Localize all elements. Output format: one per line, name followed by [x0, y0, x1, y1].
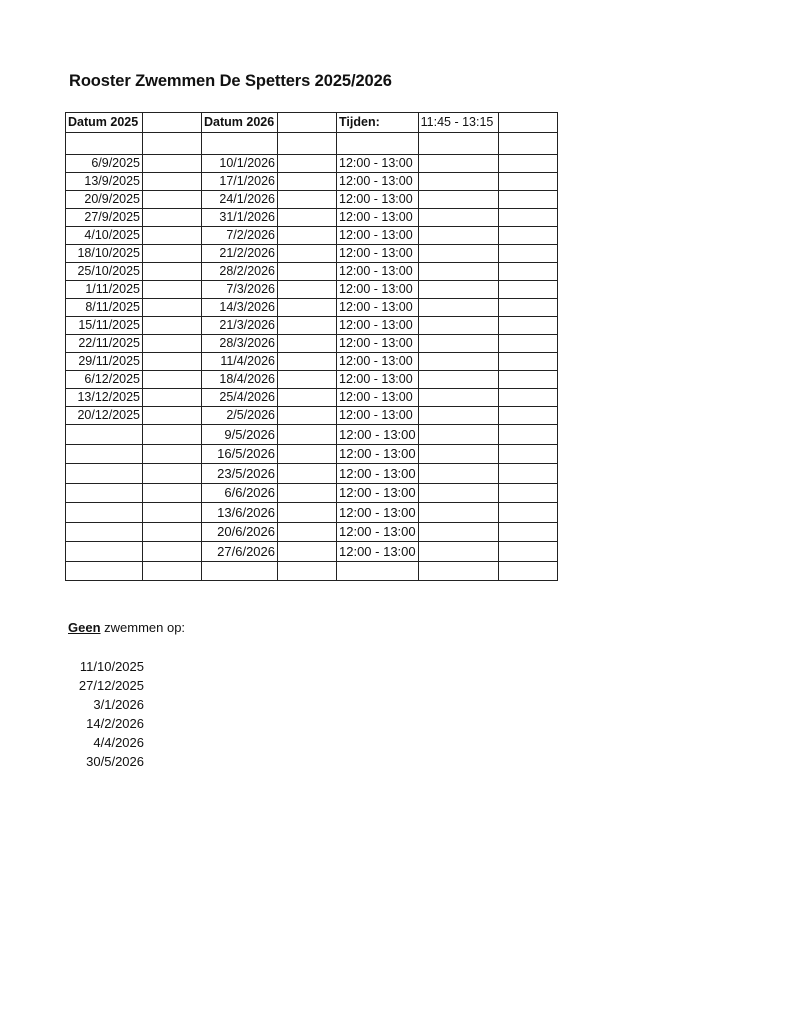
no-swim-date: 27/12/2025: [78, 678, 144, 693]
date-2025-cell: 29/11/2025: [66, 353, 143, 371]
empty-cell: [278, 425, 337, 445]
empty-cell: [498, 209, 557, 227]
time-cell: 12:00 - 13:00: [337, 155, 419, 173]
date-2026-cell: 13/6/2026: [202, 503, 278, 523]
empty-cell: [498, 542, 557, 562]
empty-cell: [143, 173, 202, 191]
empty-cell: [278, 522, 337, 542]
date-2025-cell: [66, 444, 143, 464]
empty-cell: [278, 483, 337, 503]
date-2026-cell: 16/5/2026: [202, 444, 278, 464]
empty-cell: [418, 483, 498, 503]
date-2026-cell: 9/5/2026: [202, 425, 278, 445]
blank-row: [66, 561, 558, 581]
header-empty-cell: [278, 113, 337, 133]
no-swim-heading-rest: zwemmen op:: [100, 620, 186, 635]
date-2025-cell: 20/9/2025: [66, 191, 143, 209]
table-row: [66, 503, 558, 523]
date-2025-cell: [66, 503, 143, 523]
empty-cell: [143, 227, 202, 245]
header-empty-cell: [498, 113, 557, 133]
time-cell: 12:00 - 13:00: [337, 263, 419, 281]
empty-cell: [143, 407, 202, 425]
date-2026-cell: 21/2/2026: [202, 245, 278, 263]
empty-cell: [498, 389, 557, 407]
empty-cell: [278, 464, 337, 484]
empty-cell: [498, 503, 557, 523]
table-row: [66, 371, 558, 389]
empty-cell: [143, 483, 202, 503]
empty-cell: [418, 209, 498, 227]
date-2026-cell: 7/2/2026: [202, 227, 278, 245]
empty-cell: [498, 464, 557, 484]
empty-cell: [498, 483, 557, 503]
empty-cell: [278, 191, 337, 209]
empty-cell: [498, 263, 557, 281]
empty-cell: [418, 263, 498, 281]
empty-cell: [143, 155, 202, 173]
empty-cell: [498, 425, 557, 445]
date-2026-cell: 24/1/2026: [202, 191, 278, 209]
blank-row: [66, 133, 558, 155]
empty-cell: [498, 407, 557, 425]
empty-cell: [498, 335, 557, 353]
time-cell: 12:00 - 13:00: [337, 542, 419, 562]
empty-cell: [418, 389, 498, 407]
empty-cell: [143, 209, 202, 227]
header-row: [66, 113, 558, 133]
empty-cell: [278, 353, 337, 371]
empty-cell: [498, 353, 557, 371]
date-2026-cell: 25/4/2026: [202, 389, 278, 407]
empty-cell: [418, 173, 498, 191]
date-2026-cell: 21/3/2026: [202, 317, 278, 335]
header-empty-cell: [143, 113, 202, 133]
table-row: [66, 483, 558, 503]
empty-cell: [498, 245, 557, 263]
no-swim-date: 3/1/2026: [93, 697, 144, 712]
empty-cell: [143, 464, 202, 484]
empty-cell: [143, 281, 202, 299]
empty-cell: [143, 371, 202, 389]
date-2025-cell: [66, 483, 143, 503]
table-row: [66, 245, 558, 263]
date-2025-cell: 22/11/2025: [66, 335, 143, 353]
table-row: [66, 407, 558, 425]
time-cell: 12:00 - 13:00: [337, 444, 419, 464]
table-row: [66, 209, 558, 227]
header-tijden: Tijden:: [337, 113, 419, 133]
no-swim-date: 4/4/2026: [93, 735, 144, 750]
empty-cell: [418, 371, 498, 389]
table-row: [66, 191, 558, 209]
no-swim-date-list: [60, 657, 144, 771]
empty-cell: [278, 299, 337, 317]
date-2026-cell: 28/2/2026: [202, 263, 278, 281]
date-2026-cell: 14/3/2026: [202, 299, 278, 317]
empty-cell: [498, 299, 557, 317]
empty-cell: [278, 173, 337, 191]
empty-cell: [278, 281, 337, 299]
date-2025-cell: [66, 425, 143, 445]
empty-cell: [418, 317, 498, 335]
date-2025-cell: 13/12/2025: [66, 389, 143, 407]
date-2025-cell: [66, 542, 143, 562]
date-2025-cell: 8/11/2025: [66, 299, 143, 317]
date-2026-cell: 7/3/2026: [202, 281, 278, 299]
empty-cell: [143, 353, 202, 371]
empty-cell: [418, 464, 498, 484]
table-row: [66, 353, 558, 371]
date-2025-cell: 6/9/2025: [66, 155, 143, 173]
empty-cell: [498, 444, 557, 464]
empty-cell: [498, 173, 557, 191]
empty-cell: [278, 371, 337, 389]
table-row: [66, 263, 558, 281]
table-row: [66, 227, 558, 245]
empty-cell: [418, 522, 498, 542]
table-row: [66, 317, 558, 335]
time-cell: 12:00 - 13:00: [337, 227, 419, 245]
table-row: [66, 522, 558, 542]
page-title: Rooster Zwemmen De Spetters 2025/2026: [69, 72, 392, 90]
no-swim-date: 14/2/2026: [86, 716, 144, 731]
empty-cell: [278, 542, 337, 562]
table-row: [66, 444, 558, 464]
empty-cell: [143, 389, 202, 407]
time-cell: 12:00 - 13:00: [337, 281, 419, 299]
empty-cell: [278, 389, 337, 407]
time-cell: 12:00 - 13:00: [337, 173, 419, 191]
header-tijden-value: 11:45 - 13:15: [418, 113, 498, 133]
table-row: [66, 299, 558, 317]
date-2026-cell: 17/1/2026: [202, 173, 278, 191]
empty-cell: [418, 335, 498, 353]
empty-cell: [418, 227, 498, 245]
time-cell: 12:00 - 13:00: [337, 522, 419, 542]
no-swim-heading: [68, 620, 185, 635]
date-2025-cell: 13/9/2025: [66, 173, 143, 191]
date-2026-cell: 10/1/2026: [202, 155, 278, 173]
time-cell: 12:00 - 13:00: [337, 191, 419, 209]
table-row: [66, 155, 558, 173]
table-row: [66, 542, 558, 562]
empty-cell: [418, 444, 498, 464]
schedule-table: [65, 112, 558, 581]
date-2025-cell: 18/10/2025: [66, 245, 143, 263]
date-2025-cell: [66, 464, 143, 484]
empty-cell: [498, 317, 557, 335]
date-2026-cell: 28/3/2026: [202, 335, 278, 353]
empty-cell: [418, 191, 498, 209]
empty-cell: [143, 245, 202, 263]
table-row: [66, 335, 558, 353]
empty-cell: [418, 281, 498, 299]
date-2026-cell: 27/6/2026: [202, 542, 278, 562]
date-2026-cell: 11/4/2026: [202, 353, 278, 371]
table-row: [66, 389, 558, 407]
time-cell: 12:00 - 13:00: [337, 317, 419, 335]
date-2026-cell: 18/4/2026: [202, 371, 278, 389]
table-row: [66, 281, 558, 299]
empty-cell: [143, 191, 202, 209]
no-swim-date: 11/10/2025: [79, 659, 144, 674]
empty-cell: [278, 444, 337, 464]
empty-cell: [418, 353, 498, 371]
time-cell: 12:00 - 13:00: [337, 483, 419, 503]
date-2025-cell: 6/12/2025: [66, 371, 143, 389]
empty-cell: [278, 263, 337, 281]
empty-cell: [498, 227, 557, 245]
empty-cell: [278, 407, 337, 425]
empty-cell: [498, 522, 557, 542]
empty-cell: [418, 407, 498, 425]
time-cell: 12:00 - 13:00: [337, 425, 419, 445]
empty-cell: [418, 425, 498, 445]
empty-cell: [418, 503, 498, 523]
empty-cell: [143, 503, 202, 523]
time-cell: 12:00 - 13:00: [337, 407, 419, 425]
table-row: [66, 425, 558, 445]
time-cell: 12:00 - 13:00: [337, 245, 419, 263]
empty-cell: [278, 335, 337, 353]
no-swim-heading-bold: Geen: [68, 620, 101, 635]
time-cell: 12:00 - 13:00: [337, 299, 419, 317]
empty-cell: [278, 227, 337, 245]
date-2025-cell: 4/10/2025: [66, 227, 143, 245]
date-2026-cell: 23/5/2026: [202, 464, 278, 484]
date-2025-cell: 1/11/2025: [66, 281, 143, 299]
time-cell: 12:00 - 13:00: [337, 503, 419, 523]
empty-cell: [278, 209, 337, 227]
header-datum-2026: Datum 2026: [202, 113, 278, 133]
date-2026-cell: 31/1/2026: [202, 209, 278, 227]
empty-cell: [143, 444, 202, 464]
empty-cell: [418, 542, 498, 562]
empty-cell: [143, 263, 202, 281]
date-2025-cell: 25/10/2025: [66, 263, 143, 281]
empty-cell: [278, 155, 337, 173]
empty-cell: [143, 542, 202, 562]
date-2025-cell: 20/12/2025: [66, 407, 143, 425]
table-row: [66, 173, 558, 191]
time-cell: 12:00 - 13:00: [337, 389, 419, 407]
empty-cell: [498, 281, 557, 299]
empty-cell: [278, 317, 337, 335]
date-2026-cell: 2/5/2026: [202, 407, 278, 425]
date-2025-cell: 27/9/2025: [66, 209, 143, 227]
date-2026-cell: 20/6/2026: [202, 522, 278, 542]
empty-cell: [498, 191, 557, 209]
empty-cell: [498, 155, 557, 173]
time-cell: 12:00 - 13:00: [337, 209, 419, 227]
date-2025-cell: 15/11/2025: [66, 317, 143, 335]
time-cell: 12:00 - 13:00: [337, 371, 419, 389]
date-2026-cell: 6/6/2026: [202, 483, 278, 503]
empty-cell: [143, 317, 202, 335]
empty-cell: [418, 245, 498, 263]
empty-cell: [143, 522, 202, 542]
table-row: [66, 464, 558, 484]
empty-cell: [143, 425, 202, 445]
empty-cell: [418, 299, 498, 317]
empty-cell: [418, 155, 498, 173]
empty-cell: [498, 371, 557, 389]
empty-cell: [143, 335, 202, 353]
no-swim-date: 30/5/2026: [86, 754, 144, 769]
time-cell: 12:00 - 13:00: [337, 353, 419, 371]
time-cell: 12:00 - 13:00: [337, 335, 419, 353]
empty-cell: [143, 299, 202, 317]
header-datum-2025: Datum 2025: [66, 113, 143, 133]
empty-cell: [278, 503, 337, 523]
time-cell: 12:00 - 13:00: [337, 464, 419, 484]
empty-cell: [278, 245, 337, 263]
date-2025-cell: [66, 522, 143, 542]
